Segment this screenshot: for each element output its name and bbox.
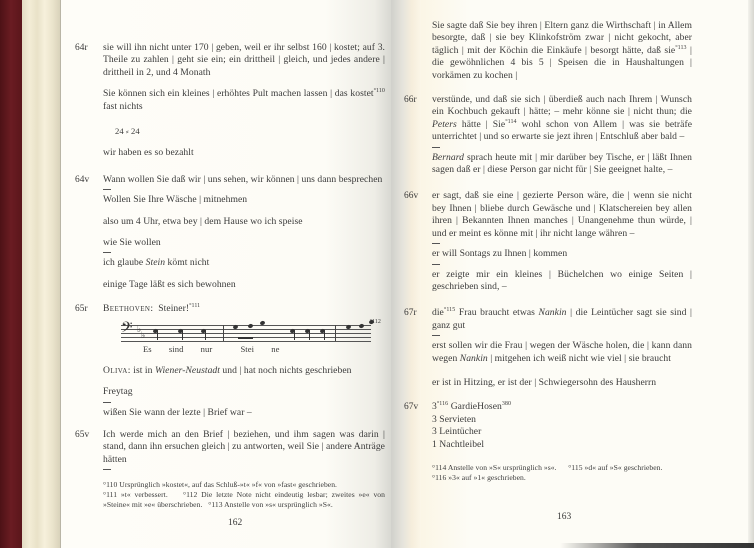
paragraph: Freytag: [103, 386, 133, 398]
person-name: Peters: [432, 118, 457, 130]
paragraph: Sie sagte daß Sie bey ihren | Eltern ganz die Wirthschaft | in Allem besorgte, daß | sie bey Klinkofström zwar | nicht gekocht, aber täglich | mit der Köchin die Einkäufe | besorgt hätte, daß sie$^{^\circ 113}$ | die gewöhnlichen 4 bis 5 | Speisen die in Haushaltungen | vorkämen zu kochen |: [432, 20, 693, 81]
fabric-name: Nankin: [538, 307, 567, 319]
footnote-ref: °113: [675, 44, 687, 51]
folio-marker: 65v: [75, 429, 90, 440]
footnotes: [103, 480, 385, 510]
paragraph: Wann wollen Sie daß wir | uns sehen, wir können | uns dann besprechen: [103, 173, 383, 185]
paragraph: er sagt, daß sie eine | gezierte Person wäre, die | wenn sie nicht bey Ihnen | bliebe durch Gewäsche und | Klatschereien bey allen ihren | Bekannten Ihnen manches | Unangenehme thun würde, | und er meint es könne mit | ihr nicht lange währen –: [432, 190, 692, 239]
folio-marker: 65r: [75, 304, 88, 315]
lyric: nur: [200, 343, 213, 354]
paragraph: Wollen Sie Ihre Wäsche | mitnehmen: [103, 194, 248, 206]
list-item: 3 Servieten: [432, 413, 476, 425]
paragraph: Ich werde mich an den Brief | beziehen, und ihm sagen was darin | stand, dann ihn ersuchen gleich | zu antworten, weil Sie | andere Anträge hätten: [103, 428, 385, 465]
list-item: 1 Nachtleibel: [432, 438, 485, 450]
separator-dash: [432, 243, 440, 244]
text: kömt nicht: [165, 257, 210, 269]
paragraph: die$^{^\circ 115}$ Frau braucht etwas Nankin | die Leintücher sagt sie sind | ganz gut: [432, 307, 692, 331]
book-cover-edge: [0, 0, 22, 548]
separator-dash: [432, 147, 440, 148]
person-name: Stein: [145, 257, 166, 269]
separator-dash: [103, 402, 111, 403]
paragraph: er ist in Hitzing, er ist der | Schwiegersohn des Hausherrn: [432, 376, 657, 388]
footnote: °111 »t« verbessert. °112 Die letzte Note nicht eindeutig lesbar; zweites »e« von »Steine« mit »e« überschrieben. °113 Anstelle von »s« ursprünglich »S«.: [103, 490, 385, 510]
lyric: Es: [143, 343, 152, 354]
folio-marker: 67r: [404, 308, 417, 319]
page-number: 162: [228, 518, 243, 528]
text: ich glaube: [103, 257, 144, 269]
speaker-name: Oliva:: [103, 364, 131, 376]
text: fast nichts: [103, 100, 143, 112]
flat-icon: ♭: [141, 329, 146, 340]
paragraph: verstünde, und daß sie sich | überdieß auch nach Ihrem | Wunsch ein Kochbuch gekauft | hätte; – mehr könne sie | nicht thun; die Peters hätte | Sie$^{^\circ 114}$ wohl schon von Allem | was sie beträfe unterrichtet | und so erwarte sie jezt ihren | Entschluß aber bald –: [432, 94, 693, 143]
separator-dash: [432, 264, 440, 265]
folio-marker: 66r: [404, 95, 417, 106]
paragraph: [103, 257, 385, 269]
list-item: $3^{^\circ 116}$ GardieHosen$^{380}$: [432, 401, 512, 413]
entry-66v: [404, 190, 692, 293]
right-page-edge: [748, 0, 754, 548]
right-page-text: [404, 20, 693, 483]
folio-marker: 64r: [75, 43, 88, 53]
paragraph: wir haben es so bezahlt: [103, 147, 194, 159]
entry-65r: [75, 303, 385, 419]
entry-64v: [75, 173, 385, 291]
paragraph: Bernard sprach heute mit | mir darüber bey Tische, er | läßt Ihnen sagen daß er | diese Person gar nicht für | Sie geeignet halte, –: [432, 151, 692, 176]
paragraph: wie Sie wollen: [103, 237, 161, 249]
person-name: Bernard: [432, 151, 464, 163]
lyric: Stei: [240, 343, 255, 354]
place-name: Wiener-Neustadt: [154, 364, 220, 376]
footnotes: [432, 463, 692, 483]
beam: [238, 337, 253, 339]
entry-67v: [404, 401, 692, 451]
footnote-ref: °116: [436, 401, 449, 408]
list-item: 3 Leintücher: [432, 426, 482, 438]
lyric: sind: [168, 343, 184, 354]
footnote-ref: °115: [443, 307, 456, 314]
text: und | hat noch nichts geschrieben: [219, 364, 352, 376]
separator-dash: [103, 252, 111, 253]
entry-66r: [404, 94, 693, 176]
separator-dash: [103, 469, 111, 470]
paragraph: sie will ihn nicht unter 170 | geben, weil er ihr selbst 160 | kostet; auf 3. Theile zu zahlen | geht sie ein; ein drittheil | gleich, und jedes andere | drittheil in 2, und 4 Monath: [103, 42, 385, 78]
footnote-ref: °114: [505, 118, 517, 125]
separator-dash: [432, 335, 440, 336]
endnote-ref: 380: [501, 401, 512, 408]
folio-marker: 66v: [404, 191, 419, 202]
number-notation: 24 ⸗ 24: [115, 126, 140, 137]
entry-continuation: [432, 20, 692, 82]
paragraph: [103, 88, 385, 113]
speaker-name: Beethoven:: [103, 303, 154, 315]
separator-dash: [103, 189, 111, 190]
flat-icon: ♭: [137, 323, 142, 334]
folio-marker: 64v: [75, 174, 90, 185]
bottom-shadow: [560, 543, 754, 548]
speaker-line: [103, 303, 385, 315]
folio-marker: 67v: [404, 402, 419, 413]
text: ist in: [130, 364, 155, 376]
entry-67r: [404, 307, 692, 389]
footnote-ref: °111: [189, 303, 201, 310]
fabric-name: Nankin: [459, 352, 488, 364]
footnote: °116 »3« auf »1« geschrieben.: [432, 472, 526, 482]
page-stack-edge: [22, 0, 61, 548]
music-staff: [103, 319, 385, 359]
entry-64r: [75, 42, 385, 160]
paragraph: wißen Sie wann der lezte | Brief war –: [103, 406, 252, 418]
paragraph: erst sollen wir die Frau | wegen der Wäsche holen, die | kann dann wegen Nankin | mitgehen ich weiß nicht wie viel | sie braucht: [432, 340, 692, 364]
paragraph: er will Sontags zu Ihnen | kommen: [432, 248, 568, 260]
paragraph: also um 4 Uhr, etwa bey | dem Hause wo ich speise: [103, 215, 303, 227]
speaker-line: [103, 365, 385, 377]
footnote: °110 Ursprünglich »kostet«, auf das Schluß-»t« »f« von »fast« geschrieben.: [103, 480, 338, 490]
paragraph: einige Tage läßt es sich bewohnen: [103, 278, 236, 290]
entry-65v: [75, 428, 385, 470]
bass-clef-icon: 𝄢: [121, 318, 133, 340]
lyric: ne: [271, 343, 280, 354]
footnote: °114 Anstelle von »S« ursprünglich »s«. °115 »d« auf »S« geschrieben.: [432, 462, 663, 472]
footnote-ref: °112: [369, 318, 381, 325]
page-number: 163: [557, 512, 572, 522]
lyrics: [143, 343, 288, 355]
paragraph: er zeigte mir ein kleines | Büchelchen wo einige Seiten | geschrieben sind, –: [432, 268, 692, 292]
text: Steiner!: [158, 303, 190, 315]
text: Sie können sich ein kleines | erhöhtes Pult machen lassen | das kostet: [103, 88, 374, 100]
book-gutter: [391, 0, 421, 548]
left-page-text: [75, 42, 385, 510]
footnote-ref: °110: [373, 88, 385, 95]
